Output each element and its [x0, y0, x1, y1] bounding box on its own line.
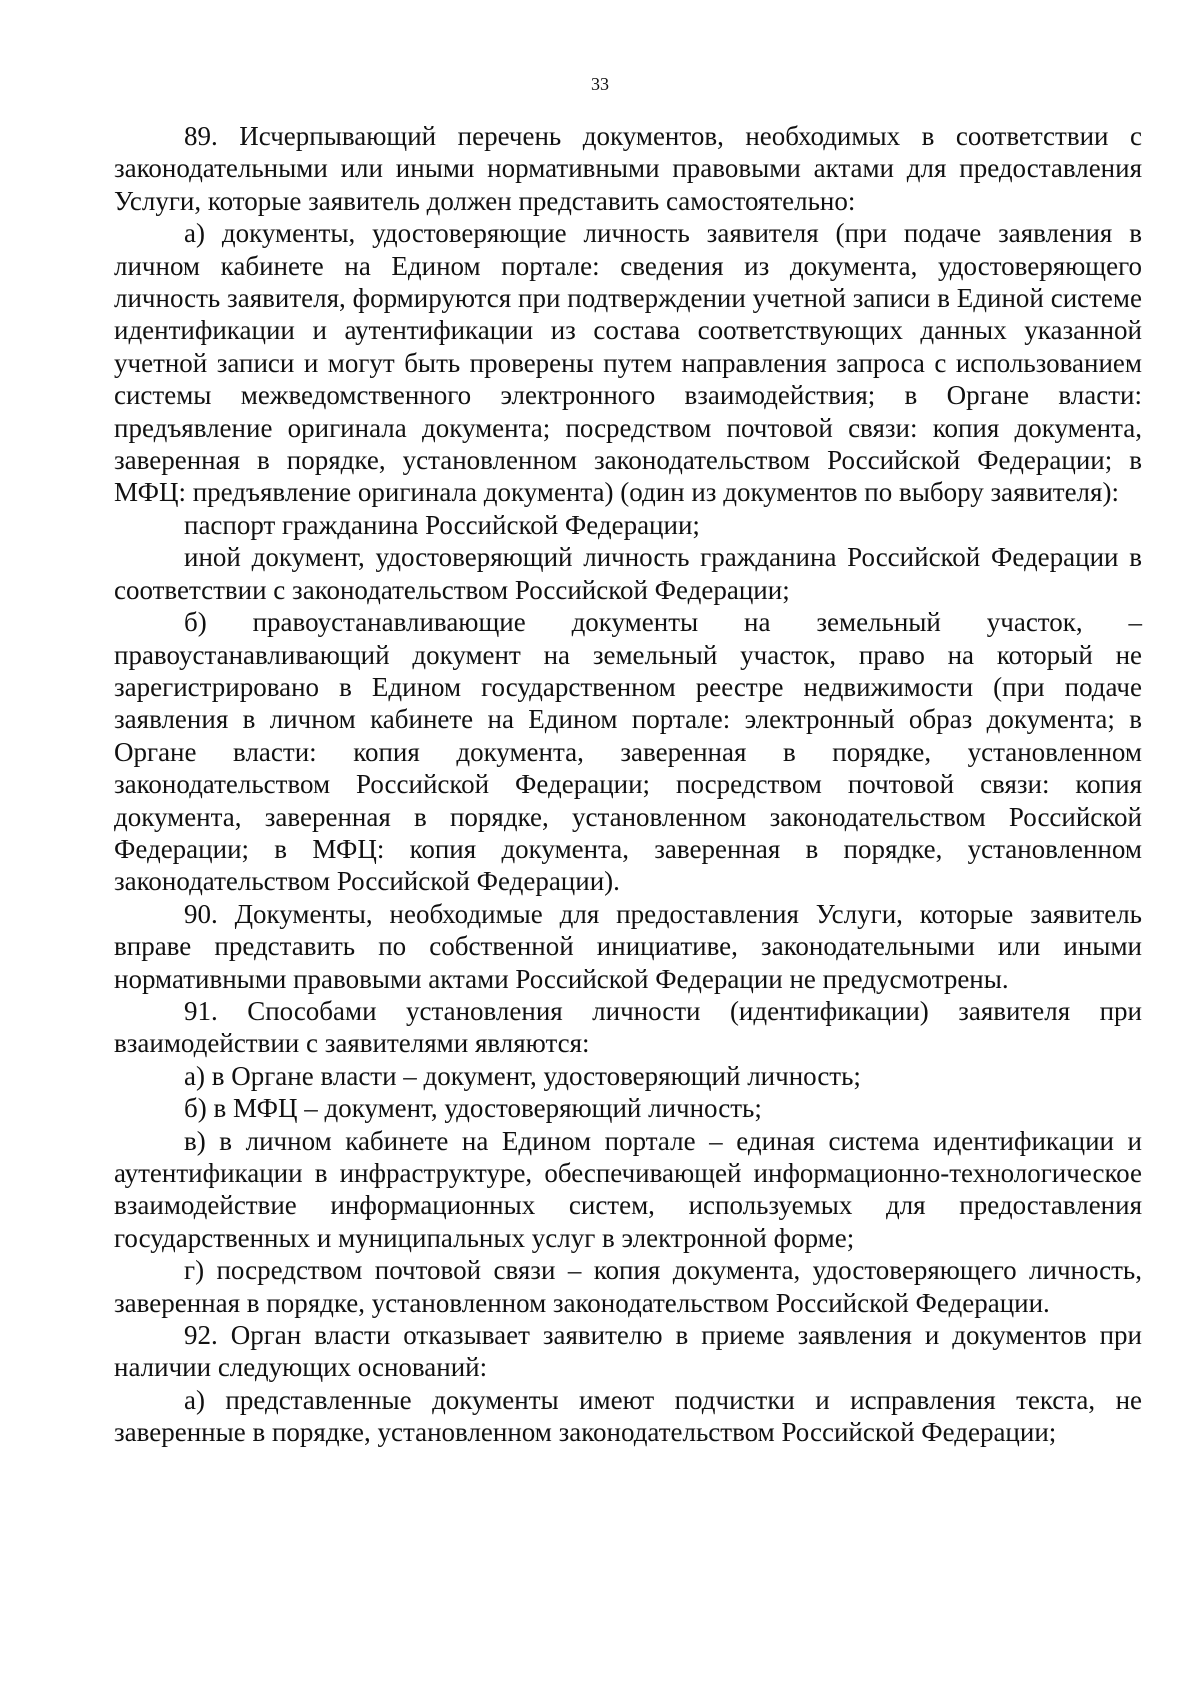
paragraph-91-g: г) посредством почтовой связи – копия документа, удостоверяющего личность, заверенная в порядке, установленном законодательством Российской Федерации.	[114, 1255, 1142, 1318]
paragraph-92-a: а) представленные документы имеют подчистки и исправления текста, не заверенные в порядке, установленном законодательством Российской Федерации;	[114, 1384, 1142, 1448]
paragraph-other-id-document: иной документ, удостоверяющий личность гражданина Российской Федерации в соответствии с законодательством Российской Федерации;	[114, 542, 1142, 605]
paragraph-90: 90. Документы, необходимые для предоставления Услуги, которые заявитель вправе представить по собственной инициативе, законодательными или иными нормативными правовыми актами Российской Федерации не предусмотрены.	[114, 898, 1142, 994]
paragraph-89: 89. Исчерпывающий перечень документов, необходимых в соответствии с законодательными или иными нормативными правовыми актами для предоставления Услуги, которые заявитель должен представить самостоятельно:	[114, 121, 1142, 216]
paragraph-passport: паспорт гражданина Российской Федерации;	[184, 509, 700, 540]
paragraph-91-v: в) в личном кабинете на Едином портале – единая система идентификации и аутентификации в инфраструктуре, обеспечивающей информационно-технологическое взаимодействие информационных систем, используемых для предоставления государственных и муниципальных услуг в электронной форме;	[114, 1125, 1142, 1253]
paragraph-91-b: б) в МФЦ – документ, удостоверяющий личность;	[184, 1093, 762, 1124]
paragraph-91-a: а) в Органе власти – документ, удостоверяющий личность;	[184, 1060, 861, 1091]
paragraph-92: 92. Орган власти отказывает заявителю в приеме заявления и документов при наличии следующих оснований:	[114, 1320, 1142, 1383]
document-body	[114, 120, 1142, 1449]
paragraph-91: 91. Способами установления личности (идентификации) заявителя при взаимодействии с заявителями являются:	[114, 995, 1142, 1059]
page-number: 33	[591, 74, 609, 94]
paragraph-89-a: а) документы, удостоверяющие личность заявителя (при подаче заявления в личном кабинете на Едином портале: сведения из документа, удостоверяющего личность заявителя, формируются при подтверждении учетной записи в Единой системе идентификации и аутентификации из состава соответствующих данных указанной учетной записи и могут быть проверены путем направления запроса с использованием системы межведомственного электронного взаимодействия; в Органе власти: предъявление оригинала документа; посредством почтовой связи: копия документа, заверенная в порядке, установленном законодательством Российской Федерации; в МФЦ: предъявление оригинала документа) (один из документов по выбору заявителя):	[114, 218, 1142, 508]
paragraph-89-b: б) правоустанавливающие документы на земельный участок, – правоустанавливающий документ на земельный участок, право на который не зарегистрировано в Едином государственном реестре недвижимости (при подаче заявления в личном кабинете на Едином портале: электронный образ документа; в Органе власти: копия документа, заверенная в порядке, установленном законодательством Российской Федерации; посредством почтовой связи: копия документа, заверенная в порядке, установленном законодательством Российской Федерации; в МФЦ: копия документа, заверенная в порядке, установленном законодательством Российской Федерации).	[114, 607, 1142, 897]
